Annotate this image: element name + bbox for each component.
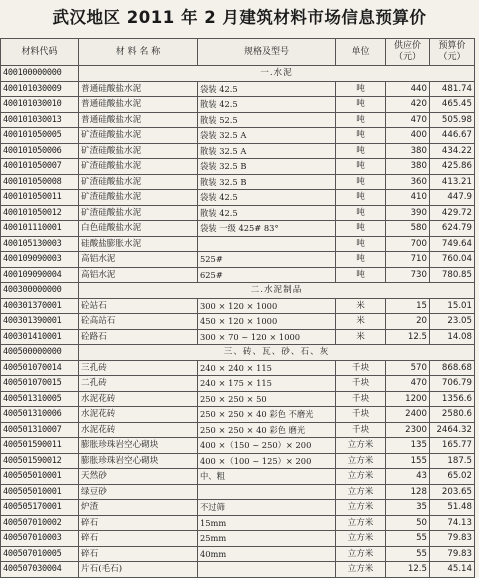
material-code: 400507010002 <box>1 515 79 531</box>
material-code: 400301390001 <box>1 314 79 330</box>
section-row <box>1 283 475 299</box>
header-code: 材料代码 <box>1 39 79 66</box>
supply-price: 380 <box>386 159 430 175</box>
table-row <box>1 252 475 268</box>
material-name: 碎石 <box>79 531 198 547</box>
table-row <box>1 159 475 175</box>
budget-price: 760.04 <box>430 252 475 268</box>
budget-price: 429.72 <box>430 205 475 221</box>
material-name: 水泥花砖 <box>79 407 198 423</box>
supply-price: 20 <box>386 314 430 330</box>
material-name: 矿渣硅酸盐水泥 <box>79 174 198 190</box>
material-spec: 散装 32.5 A <box>198 143 336 159</box>
budget-price: 505.98 <box>430 112 475 128</box>
table-row <box>1 267 475 283</box>
table-row <box>1 438 475 454</box>
material-unit: 吨 <box>336 97 386 113</box>
table-row <box>1 298 475 314</box>
supply-price: 2400 <box>386 407 430 423</box>
material-unit: 吨 <box>336 81 386 97</box>
material-code: 400501070014 <box>1 360 79 376</box>
material-spec: 散装 42.5 <box>198 97 336 113</box>
material-code: 400101050012 <box>1 205 79 221</box>
material-spec: 袋装 42.5 <box>198 81 336 97</box>
material-code: 400301410001 <box>1 329 79 345</box>
material-name: 膨胀珍珠岩空心砌块 <box>79 453 198 469</box>
supply-price: 470 <box>386 112 430 128</box>
material-spec: 袋装 32.5 A <box>198 128 336 144</box>
material-name: 高铝水泥 <box>79 252 198 268</box>
material-unit: 千块 <box>336 376 386 392</box>
material-spec: 散装 42.5 <box>198 205 336 221</box>
supply-price: 55 <box>386 546 430 562</box>
supply-price: 360 <box>386 174 430 190</box>
budget-price: 447.9 <box>430 190 475 206</box>
budget-price: 749.64 <box>430 236 475 252</box>
table-row <box>1 128 475 144</box>
section-heading: 三、砖、瓦、砂、石、灰 <box>79 345 475 361</box>
material-code: 400301370001 <box>1 298 79 314</box>
supply-price: 730 <box>386 267 430 283</box>
table-row <box>1 205 475 221</box>
material-unit: 千块 <box>336 422 386 438</box>
material-spec: 300 × 120 × 1000 <box>198 298 336 314</box>
budget-price: 780.85 <box>430 267 475 283</box>
material-unit: 立方米 <box>336 531 386 547</box>
header-unit: 单位 <box>336 39 386 66</box>
material-unit: 立方米 <box>336 453 386 469</box>
budget-price: 2580.6 <box>430 407 475 423</box>
budget-price: 624.79 <box>430 221 475 237</box>
material-code: 400101050006 <box>1 143 79 159</box>
material-spec <box>198 236 336 252</box>
material-unit: 吨 <box>336 267 386 283</box>
material-unit: 立方米 <box>336 515 386 531</box>
material-spec: 400 ×（150 ~ 250）× 200 <box>198 438 336 454</box>
material-spec: 250 × 250 × 40 彩色 磨光 <box>198 422 336 438</box>
material-code: 400101050008 <box>1 174 79 190</box>
material-name: 砼路石 <box>79 329 198 345</box>
supply-price: 700 <box>386 236 430 252</box>
supply-price: 580 <box>386 221 430 237</box>
budget-price: 706.79 <box>430 376 475 392</box>
table-row <box>1 484 475 500</box>
material-code: 400500000000 <box>1 345 79 361</box>
budget-price: 74.13 <box>430 515 475 531</box>
table-row <box>1 143 475 159</box>
supply-price: 2300 <box>386 422 430 438</box>
material-name: 二孔砖 <box>79 376 198 392</box>
supply-price: 50 <box>386 515 430 531</box>
table-row <box>1 407 475 423</box>
supply-price: 55 <box>386 531 430 547</box>
material-code: 400507030004 <box>1 562 79 578</box>
material-unit: 千块 <box>336 360 386 376</box>
material-spec: 袋装 42.5 <box>198 190 336 206</box>
table-row <box>1 236 475 252</box>
material-unit: 米 <box>336 298 386 314</box>
material-code: 400501310005 <box>1 391 79 407</box>
header-supply-price: 供应价（元） <box>386 39 430 66</box>
material-code: 400507010005 <box>1 546 79 562</box>
material-name: 白色硅酸盐水泥 <box>79 221 198 237</box>
material-name: 矿渣硅酸盐水泥 <box>79 128 198 144</box>
supply-price: 710 <box>386 252 430 268</box>
material-name: 矿渣硅酸盐水泥 <box>79 143 198 159</box>
material-code: 400505170001 <box>1 500 79 516</box>
table-row <box>1 221 475 237</box>
budget-price: 446.67 <box>430 128 475 144</box>
budget-price: 15.01 <box>430 298 475 314</box>
supply-price: 400 <box>386 128 430 144</box>
table-row <box>1 469 475 485</box>
material-name: 普通硅酸盐水泥 <box>79 97 198 113</box>
section-row <box>1 345 475 361</box>
material-name: 高铝水泥 <box>79 267 198 283</box>
material-unit: 吨 <box>336 159 386 175</box>
material-code: 400505010001 <box>1 469 79 485</box>
budget-price: 23.05 <box>430 314 475 330</box>
material-unit: 吨 <box>336 174 386 190</box>
material-unit: 吨 <box>336 221 386 237</box>
budget-price: 481.74 <box>430 81 475 97</box>
material-unit: 立方米 <box>336 484 386 500</box>
material-spec: 散装 52.5 <box>198 112 336 128</box>
budget-price: 425.86 <box>430 159 475 175</box>
budget-price: 14.08 <box>430 329 475 345</box>
table-row <box>1 562 475 578</box>
material-code: 400101050005 <box>1 128 79 144</box>
supply-price: 470 <box>386 376 430 392</box>
material-spec: 400 ×（100 ~ 125）× 200 <box>198 453 336 469</box>
material-code: 400105130003 <box>1 236 79 252</box>
material-unit: 千块 <box>336 391 386 407</box>
table-row <box>1 329 475 345</box>
material-spec: 250 × 250 × 50 <box>198 391 336 407</box>
material-name: 矿渣硅酸盐水泥 <box>79 159 198 175</box>
material-code: 400101030009 <box>1 81 79 97</box>
material-spec: 中、粗 <box>198 469 336 485</box>
budget-price: 45.14 <box>430 562 475 578</box>
material-name: 砼站石 <box>79 298 198 314</box>
material-spec: 15mm <box>198 515 336 531</box>
material-unit: 吨 <box>336 205 386 221</box>
material-code: 400501070015 <box>1 376 79 392</box>
table-row <box>1 190 475 206</box>
header-name: 材 料 名 称 <box>79 39 198 66</box>
material-code: 400507010003 <box>1 531 79 547</box>
material-name: 普通硅酸盐水泥 <box>79 112 198 128</box>
material-spec: 250 × 250 × 40 彩色 不磨光 <box>198 407 336 423</box>
material-code: 400505010001 <box>1 484 79 500</box>
material-code: 400501590011 <box>1 438 79 454</box>
material-code: 400109090003 <box>1 252 79 268</box>
budget-price: 51.48 <box>430 500 475 516</box>
material-name: 矿渣硅酸盐水泥 <box>79 190 198 206</box>
document-title: 武汉地区 2011 年 2 月建筑材料市场信息预算价 <box>52 8 427 27</box>
table-row <box>1 531 475 547</box>
material-name: 碎石 <box>79 546 198 562</box>
material-code: 400101030010 <box>1 97 79 113</box>
material-spec: 240 × 175 × 115 <box>198 376 336 392</box>
material-unit: 吨 <box>336 143 386 159</box>
material-unit: 立方米 <box>336 500 386 516</box>
supply-price: 570 <box>386 360 430 376</box>
supply-price: 43 <box>386 469 430 485</box>
supply-price: 12.5 <box>386 329 430 345</box>
budget-price: 187.5 <box>430 453 475 469</box>
section-row <box>1 66 475 82</box>
material-name: 片石(毛石) <box>79 562 198 578</box>
material-code: 400501310006 <box>1 407 79 423</box>
price-table <box>0 38 475 578</box>
table-row <box>1 500 475 516</box>
budget-price: 203.65 <box>430 484 475 500</box>
material-spec <box>198 562 336 578</box>
material-name: 水泥花砖 <box>79 391 198 407</box>
material-name: 砼高站石 <box>79 314 198 330</box>
material-unit: 千块 <box>336 407 386 423</box>
material-code: 400101030013 <box>1 112 79 128</box>
material-spec: 袋装 一级 425# 83° <box>198 221 336 237</box>
material-unit: 米 <box>336 329 386 345</box>
material-spec: 不过筛 <box>198 500 336 516</box>
material-name: 炉渣 <box>79 500 198 516</box>
supply-price: 380 <box>386 143 430 159</box>
material-unit: 吨 <box>336 236 386 252</box>
material-name: 绿豆砂 <box>79 484 198 500</box>
table-row <box>1 453 475 469</box>
material-spec: 525# <box>198 252 336 268</box>
material-code: 400300000000 <box>1 283 79 299</box>
material-name: 碎石 <box>79 515 198 531</box>
material-spec: 300 × 70 ~ 120 × 1000 <box>198 329 336 345</box>
table-row <box>1 546 475 562</box>
budget-price: 165.77 <box>430 438 475 454</box>
table-row <box>1 97 475 113</box>
supply-price: 128 <box>386 484 430 500</box>
section-heading: 一.水泥 <box>79 66 475 82</box>
table-body <box>1 66 475 578</box>
header-budget-price: 预算价（元） <box>430 39 475 66</box>
material-code: 400109090004 <box>1 267 79 283</box>
header-row <box>1 39 475 66</box>
material-unit: 吨 <box>336 190 386 206</box>
material-unit: 吨 <box>336 112 386 128</box>
material-name: 三孔砖 <box>79 360 198 376</box>
material-unit: 立方米 <box>336 546 386 562</box>
material-unit: 立方米 <box>336 562 386 578</box>
material-spec: 450 × 120 × 1000 <box>198 314 336 330</box>
supply-price: 35 <box>386 500 430 516</box>
supply-price: 440 <box>386 81 430 97</box>
supply-price: 390 <box>386 205 430 221</box>
material-name: 普通硅酸盐水泥 <box>79 81 198 97</box>
table-row <box>1 112 475 128</box>
material-spec: 散装 32.5 B <box>198 174 336 190</box>
header-spec: 规格及型号 <box>198 39 336 66</box>
table-row <box>1 81 475 97</box>
material-unit: 立方米 <box>336 469 386 485</box>
material-spec: 40mm <box>198 546 336 562</box>
table-row <box>1 422 475 438</box>
material-name: 矿渣硅酸盐水泥 <box>79 205 198 221</box>
material-code: 400100000000 <box>1 66 79 82</box>
supply-price: 155 <box>386 453 430 469</box>
budget-price: 79.83 <box>430 531 475 547</box>
supply-price: 15 <box>386 298 430 314</box>
material-code: 400501590012 <box>1 453 79 469</box>
material-name: 膨胀珍珠岩空心砌块 <box>79 438 198 454</box>
material-spec <box>198 484 336 500</box>
material-name: 水泥花砖 <box>79 422 198 438</box>
material-code: 400101110001 <box>1 221 79 237</box>
material-spec: 625# <box>198 267 336 283</box>
section-heading: 二.水泥制品 <box>79 283 475 299</box>
material-unit: 吨 <box>336 128 386 144</box>
material-spec: 25mm <box>198 531 336 547</box>
budget-price: 434.22 <box>430 143 475 159</box>
table-row <box>1 360 475 376</box>
budget-price: 413.21 <box>430 174 475 190</box>
material-code: 400501310007 <box>1 422 79 438</box>
table-row <box>1 391 475 407</box>
budget-price: 868.68 <box>430 360 475 376</box>
table-row <box>1 515 475 531</box>
material-unit: 米 <box>336 314 386 330</box>
supply-price: 135 <box>386 438 430 454</box>
material-code: 400101050011 <box>1 190 79 206</box>
material-name: 硅酸盐膨胀水泥 <box>79 236 198 252</box>
material-spec: 袋装 32.5 B <box>198 159 336 175</box>
table-row <box>1 314 475 330</box>
supply-price: 420 <box>386 97 430 113</box>
material-code: 400101050007 <box>1 159 79 175</box>
supply-price: 410 <box>386 190 430 206</box>
budget-price: 1356.6 <box>430 391 475 407</box>
supply-price: 12.5 <box>386 562 430 578</box>
material-spec: 240 × 240 × 115 <box>198 360 336 376</box>
budget-price: 79.83 <box>430 546 475 562</box>
material-unit: 吨 <box>336 252 386 268</box>
budget-price: 65.02 <box>430 469 475 485</box>
budget-price: 465.45 <box>430 97 475 113</box>
table-row <box>1 174 475 190</box>
supply-price: 1200 <box>386 391 430 407</box>
budget-price: 2464.32 <box>430 422 475 438</box>
table-row <box>1 376 475 392</box>
material-unit: 立方米 <box>336 438 386 454</box>
material-name: 天然砂 <box>79 469 198 485</box>
